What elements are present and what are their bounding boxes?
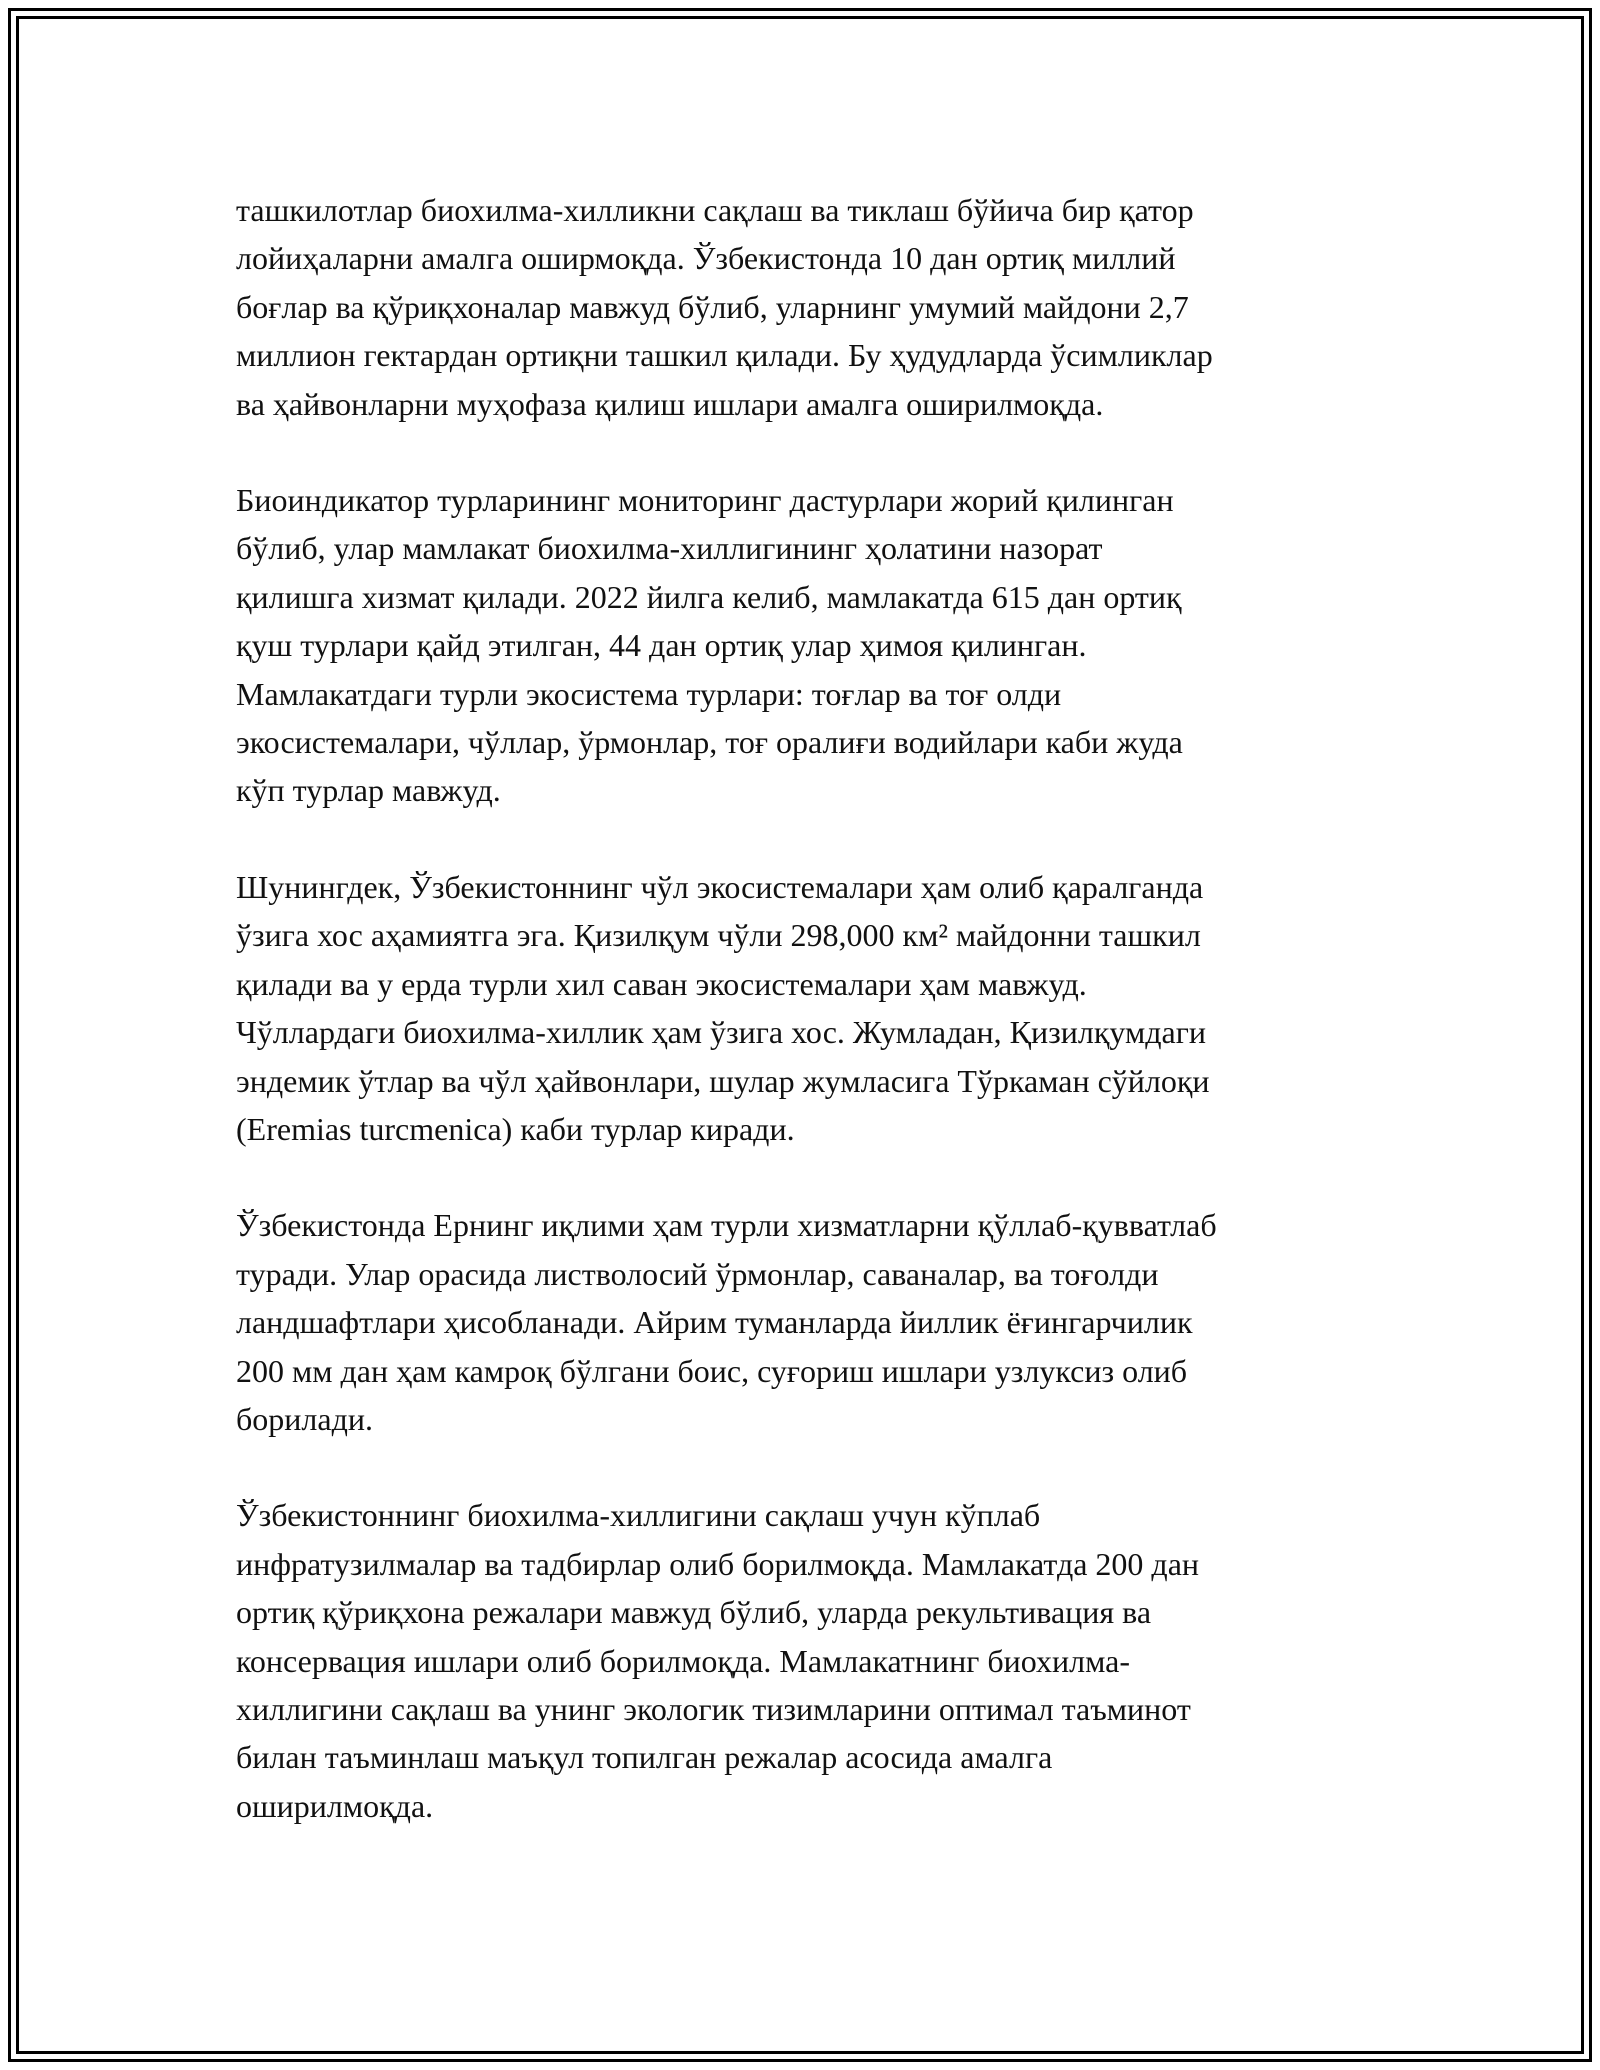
text-line: консервация ишлари олиб борилмоқда. Мамлакатнинг биохилма- xyxy=(236,1642,1130,1679)
text-line: 200 мм дан ҳам камроқ бўлгани боис, суғориш ишлари узлуксиз олиб xyxy=(236,1352,1188,1389)
text-line: инфратузилмалар ва тадбирлар олиб борилмоқда. Мамлакатда 200 дан xyxy=(236,1545,1200,1582)
text-line: ландшафтлари ҳисобланади. Айрим туманларда йиллик ёғингарчилик xyxy=(236,1304,1193,1341)
text-line: ортиқ қўриқхона режалари мавжуд бўлиб, уларда рекультивация ва xyxy=(236,1594,1152,1631)
text-line: оширилмоқда. xyxy=(236,1787,434,1824)
paragraph-1 xyxy=(236,186,1376,428)
paragraph-2 xyxy=(236,476,1376,815)
text-line: кўп турлар мавжуд. xyxy=(236,772,501,809)
text-line: ва ҳайвонларни муҳофаза қилиш ишлари амалга оширилмоқда. xyxy=(236,385,1104,422)
paragraph-5 xyxy=(236,1491,1376,1830)
text-line: Шунингдек, Ўзбекистоннинг чўл экосистемалари ҳам олиб қаралганда xyxy=(236,868,1204,905)
text-line: қилишга хизмат қилади. 2022 йилга келиб, мамлакатда 615 дан ортиқ xyxy=(236,578,1182,615)
paragraph-3 xyxy=(236,863,1376,1153)
paragraph-4 xyxy=(236,1201,1376,1443)
document-body xyxy=(236,186,1376,1878)
text-line: бўлиб, улар мамлакат биохилма-хиллигининг ҳолатини назорат xyxy=(236,530,1103,567)
text-line: билан таъминлаш маъқул топилган режалар асосида амалга xyxy=(236,1739,1053,1776)
text-line: борилади. xyxy=(236,1400,373,1437)
text-line: боғлар ва қўриқхоналар мавжуд бўлиб, уларнинг умумий майдони 2,7 xyxy=(236,288,1189,325)
text-line: миллион гектардан ортиқни ташкил қилади. Бу ҳудудларда ўсимликлар xyxy=(236,337,1213,374)
text-line: қуш турлари қайд этилган, 44 дан ортиқ улар ҳимоя қилинган. xyxy=(236,627,1087,664)
text-line: Биоиндикатор турларининг мониторинг дастурлари жорий қилинган xyxy=(236,482,1174,519)
text-line: Чўллардаги биохилма-хиллик ҳам ўзига хос. Жумладан, Қизилқумдаги xyxy=(236,1014,1206,1051)
text-line: Ўзбекистоннинг биохилма-хиллигини сақлаш учун кўплаб xyxy=(236,1497,1041,1534)
text-line: ташкилотлар биохилма-хилликни сақлаш ва тиклаш бўйича бир қатор xyxy=(236,192,1194,228)
text-line: (Eremias turcmenica) каби турлар киради. xyxy=(236,1110,795,1147)
text-line: туради. Улар орасида листволосий ўрмонлар, саваналар, ва тоғолди xyxy=(236,1255,1159,1292)
text-line: хиллигини сақлаш ва унинг экологик тизимларини оптимал таъминот xyxy=(236,1690,1191,1727)
text-line: эндемик ўтлар ва чўл ҳайвонлари, шулар жумласига Тўркаман сўйлоқи xyxy=(236,1062,1210,1099)
text-line: Ўзбекистонда Ернинг иқлими ҳам турли хизматларни қўллаб-қувватлаб xyxy=(236,1207,1217,1244)
text-line: Мамлакатдаги турли экосистема турлари: тоғлар ва тоғ олди xyxy=(236,675,1062,712)
text-line: лойиҳаларни амалга оширмоқда. Ўзбекистонда 10 дан ортиқ миллий xyxy=(236,240,1176,277)
text-line: экосистемалари, чўллар, ўрмонлар, тоғ оралиғи водийлари каби жуда xyxy=(236,724,1183,761)
text-line: ўзига хос аҳамиятга эга. Қизилқум чўли 298,000 км² майдонни ташкил xyxy=(236,917,1201,954)
text-line: қилади ва у ерда турли хил саван экосистемалари ҳам мавжуд. xyxy=(236,965,1087,1002)
